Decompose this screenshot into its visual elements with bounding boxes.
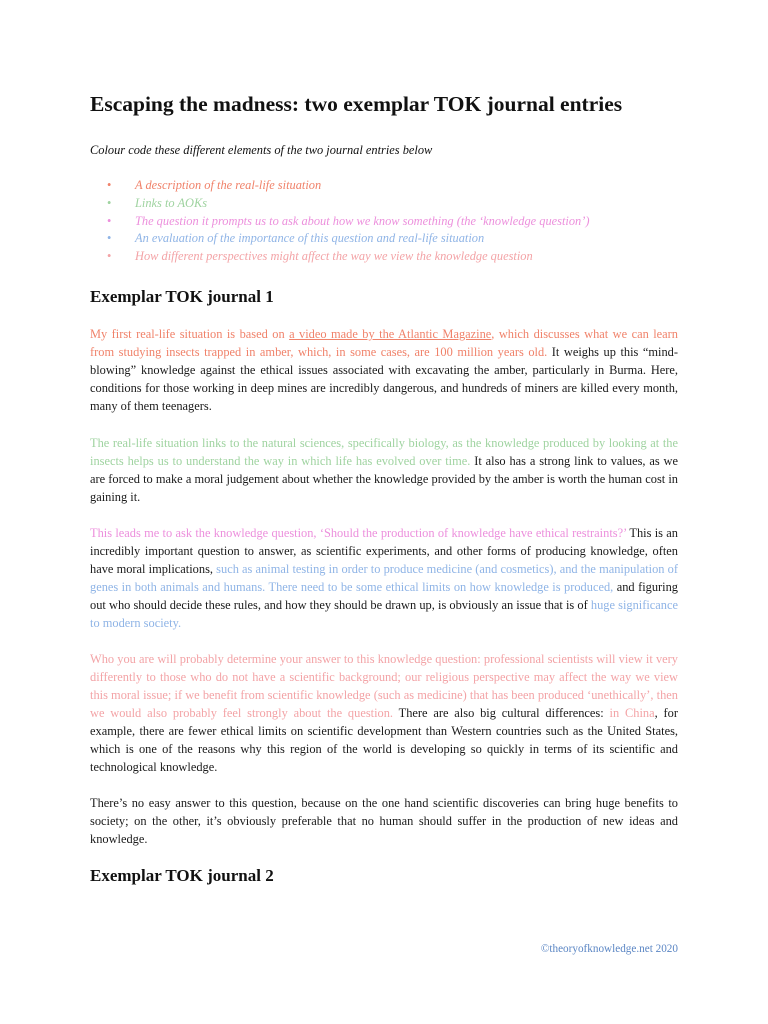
legend-item-perspectives xyxy=(90,248,590,266)
legend-label: A description of the real-life situation xyxy=(135,178,322,192)
bullet-icon: • xyxy=(107,249,112,264)
evaluation-text: such as animal testing in order to produce medicine (and cosmetics), and the manipulation of genes in both animals and humans. There need to be some ethical limits on how knowledge is produced, xyxy=(90,562,678,594)
bullet-icon: • xyxy=(107,213,112,228)
journal-1-paragraph-2 xyxy=(90,434,678,506)
journal-2-heading: Exemplar TOK journal 2 xyxy=(90,866,274,885)
journal-1-paragraph-5: There’s no easy answer to this question, because on the one hand scientific discoveries can bring huge benefits to society; on the other, it’s obviously preferable that no human should suffer in the production of new ideas and knowledge. xyxy=(90,796,678,846)
intro-instruction: Colour code these different elements of the two journal entries below xyxy=(90,143,433,157)
real-life-situation-text: , which discusses what we can learn from studying insects trapped in amber, which, in some cases, are 100 million years old. xyxy=(90,327,678,359)
evaluation-text: huge significance to modern society. xyxy=(90,598,678,630)
legend-label: The question it prompts us to ask about how we know something (the ‘knowledge question’) xyxy=(135,213,590,228)
journal-1-paragraph-3 xyxy=(90,524,678,632)
colour-code-legend xyxy=(90,177,590,266)
body-text: , for example, there are fewer ethical limits on scientific development than Western countries such as the United States, which is one of the reasons why this region of the world is developing so quickly in terms of its scientific and technological knowledge. xyxy=(90,706,678,774)
copyright-footer: ©theoryofknowledge.net 2020 xyxy=(540,943,678,955)
perspectives-text: Who you are will probably determine your answer to this knowledge question: professional scientists will view it very differently to those who do not have a scientific background; our religious perspective may affect the way we view this moral issue; if we benefit from scientific knowledge (such as medicine) that has been produced ‘unethically’, then we would also probably feel strongly about the question. xyxy=(90,652,678,720)
journal-1-paragraph-4 xyxy=(90,650,678,776)
legend-label: Links to AOKs xyxy=(135,195,208,210)
legend-item-aoks xyxy=(90,195,590,213)
bullet-icon: • xyxy=(107,178,112,192)
body-text: It weighs up this “mind-blowing” knowledge against the ethical issues associated with excavating the amber, particularly in Burma. Here, conditions for those working in deep mines are incredibly dangerous, and hundreds of miners are killed every month, many of them teenagers. xyxy=(90,345,678,413)
atlantic-video-link[interactable]: a video made by the Atlantic Magazine xyxy=(289,327,492,341)
legend-item-description xyxy=(90,177,590,195)
aok-link-text: The real-life situation links to the natural sciences, specifically biology, as the knowledge produced by looking at the insects helps us to understand the way in which life has evolved over time. xyxy=(90,436,678,468)
bullet-icon: • xyxy=(107,231,112,246)
body-text: There are also big cultural differences: xyxy=(393,706,610,720)
perspectives-text: in China xyxy=(609,706,655,720)
page-title: Escaping the madness: two exemplar TOK journal entries xyxy=(90,92,623,116)
knowledge-question-text: This leads me to ask the knowledge question, ‘Should the production of knowledge have ethical restraints?’ xyxy=(90,526,627,540)
legend-item-evaluation xyxy=(90,230,590,248)
body-text: This is an incredibly important question to answer, as scientific experiments, and other forms of producing knowledge, often have moral implications, xyxy=(90,526,678,576)
journal-1-paragraph-1 xyxy=(90,325,678,415)
real-life-situation-text: My first real-life situation is based on xyxy=(90,327,290,341)
legend-label: How different perspectives might affect the way we view the knowledge question xyxy=(135,249,533,264)
body-text: and figuring out who should decide these rules, and how they should be drawn up, is obviously an issue that is of xyxy=(90,580,678,612)
legend-item-knowledge-question xyxy=(90,213,590,231)
body-text: It also has a strong link to values, as we are forced to make a moral judgement about whether the knowledge provided by the amber is worth the human cost in gaining it. xyxy=(90,454,678,504)
legend-label: An evaluation of the importance of this question and real-life situation xyxy=(135,231,485,246)
bullet-icon: • xyxy=(107,195,112,210)
journal-1-heading: Exemplar TOK journal 1 xyxy=(90,287,274,306)
